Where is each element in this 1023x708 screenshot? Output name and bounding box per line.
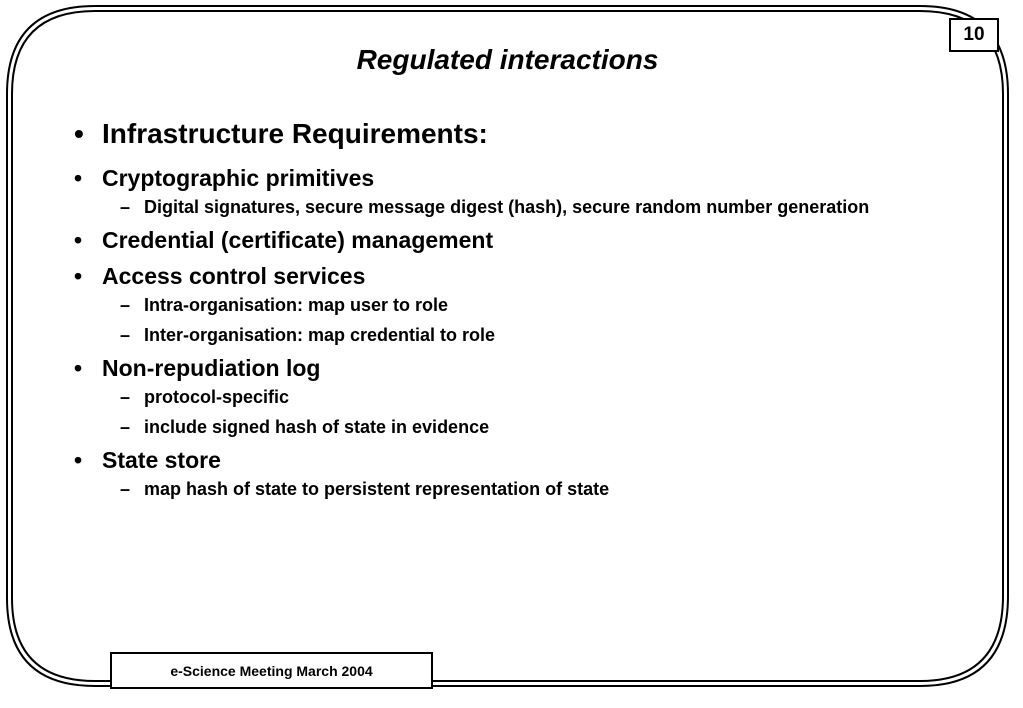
sub-bullet-list [102, 294, 920, 346]
sub-bullet-item [102, 324, 920, 346]
bullet-item [70, 226, 920, 254]
sub-bullet-item [102, 478, 920, 500]
sub-bullet-text: Digital signatures, secure message digest (hash), secure random number generation [144, 197, 870, 217]
sub-bullet-text: Inter-organisation: map credential to role [144, 325, 496, 345]
bullet-list [70, 112, 920, 508]
dash-marker: – [120, 197, 131, 217]
dash-marker: – [120, 295, 131, 315]
dash-marker: – [120, 479, 131, 499]
dash-marker: – [120, 325, 131, 345]
footer-box [110, 652, 433, 689]
bullet-text: State store [102, 447, 221, 473]
bullet-text: Infrastructure Requirements: [102, 118, 488, 149]
sub-bullet-text: map hash of state to persistent representation of state [144, 479, 610, 499]
bullet-text: Cryptographic primitives [102, 165, 375, 191]
sub-bullet-item [102, 386, 920, 408]
sub-bullet-item [102, 416, 920, 438]
bullet-item [70, 164, 920, 218]
dash-marker: – [120, 387, 131, 407]
bullet-item [70, 446, 920, 500]
bullet-text: Access control services [102, 263, 366, 289]
slide-title: Regulated interactions [356, 44, 659, 75]
footer-text: e-Science Meeting March 2004 [170, 662, 373, 679]
bullet-item [70, 112, 920, 156]
bullet-marker: • [74, 355, 83, 381]
bullet-marker: • [74, 165, 83, 191]
bullet-marker: • [74, 447, 83, 473]
sub-bullet-text: include signed hash of state in evidence [144, 417, 490, 437]
bullet-text: Non-repudiation log [102, 355, 321, 381]
sub-bullet-list [102, 196, 920, 218]
dash-marker: – [120, 417, 131, 437]
sub-bullet-list [102, 386, 920, 438]
sub-bullet-item [102, 196, 920, 218]
sub-bullet-item [102, 294, 920, 316]
sub-bullet-text: protocol-specific [144, 387, 290, 407]
bullet-item [70, 262, 920, 346]
sub-bullet-text: Intra-organisation: map user to role [144, 295, 449, 315]
bullet-marker: • [74, 227, 83, 253]
bullet-item [70, 354, 920, 438]
sub-bullet-list [102, 478, 920, 500]
slide-number: 10 [963, 24, 985, 45]
bullet-marker: • [74, 263, 83, 289]
bullet-text: Credential (certificate) management [102, 227, 494, 253]
bullet-marker: • [74, 118, 84, 149]
